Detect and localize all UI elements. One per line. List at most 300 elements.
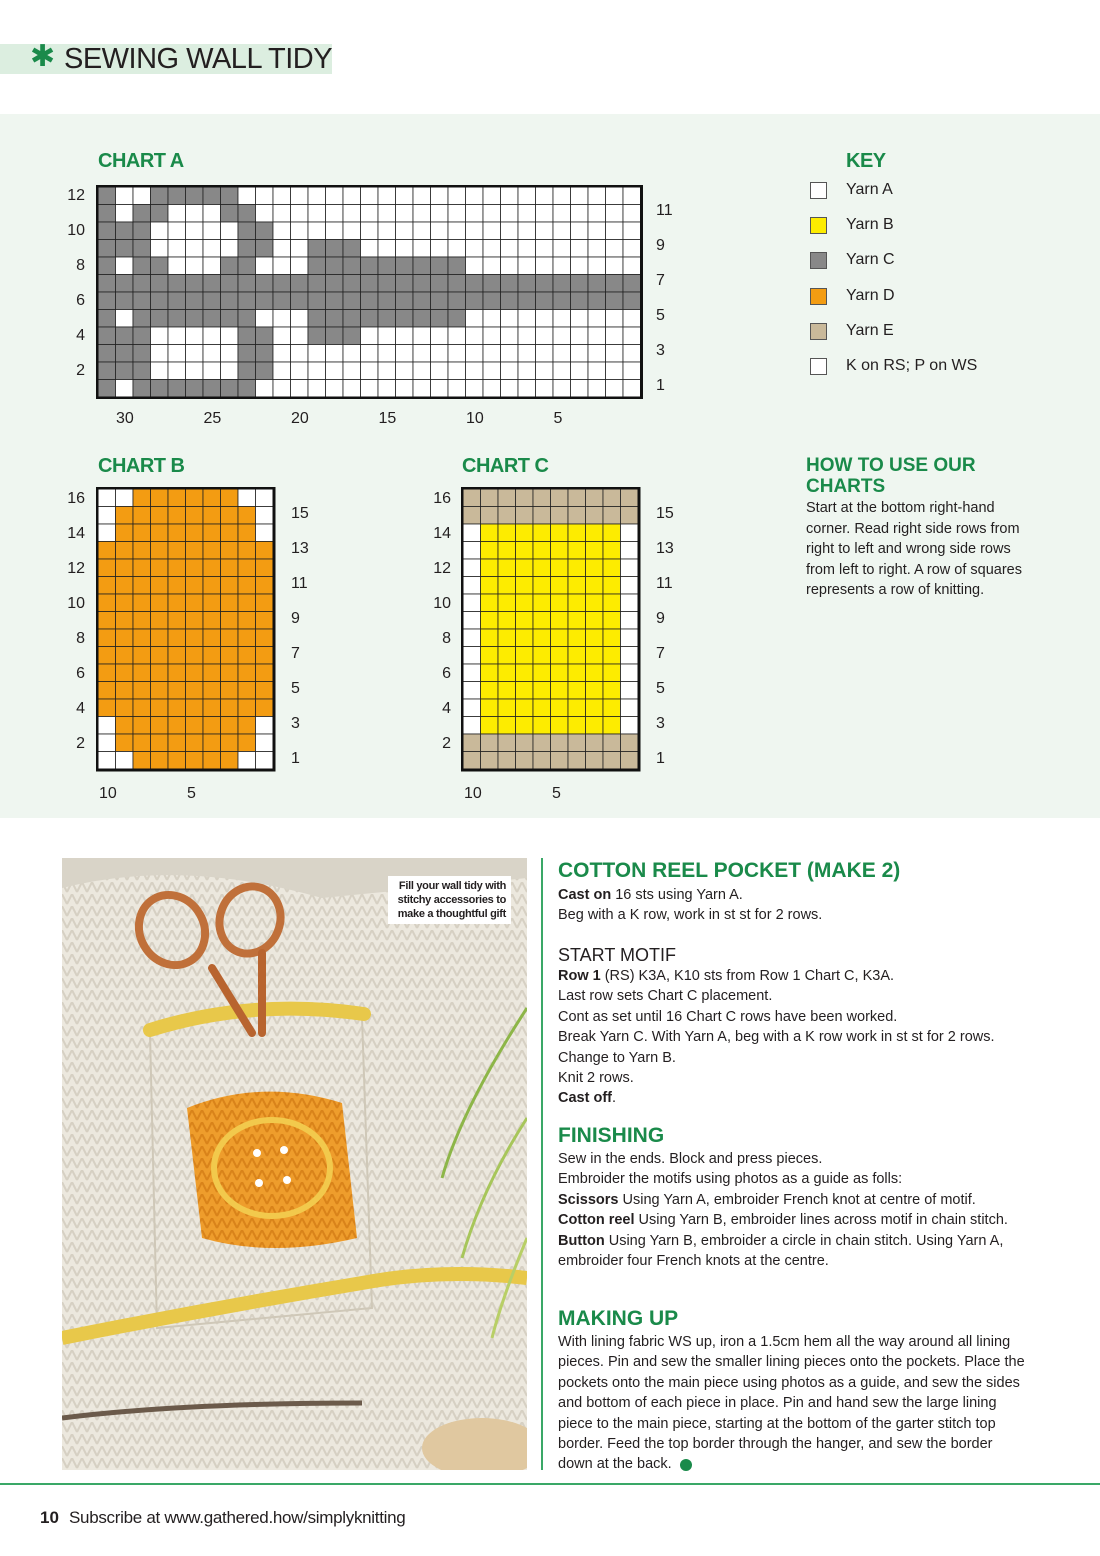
chart-cell bbox=[151, 524, 169, 542]
chart-cell bbox=[518, 205, 536, 223]
chart-cell bbox=[606, 275, 624, 293]
chart-cell bbox=[448, 240, 466, 258]
chart-cell bbox=[151, 594, 169, 612]
chart-cell bbox=[413, 310, 431, 328]
chart-cell bbox=[536, 205, 554, 223]
chart-cell bbox=[518, 222, 536, 240]
row1-label: Row 1 bbox=[558, 968, 601, 984]
chart-cell bbox=[151, 577, 169, 595]
chart-cell bbox=[256, 664, 274, 682]
chart-cell bbox=[326, 345, 344, 363]
axis-number: 7 bbox=[656, 645, 665, 662]
chart-cell bbox=[516, 664, 534, 682]
chart-cell bbox=[551, 664, 569, 682]
chart-cell bbox=[361, 362, 379, 380]
chart-cell bbox=[151, 717, 169, 735]
axis-number: 4 bbox=[76, 700, 85, 717]
chart-cell bbox=[343, 362, 361, 380]
chart-cell bbox=[448, 275, 466, 293]
chart-cell bbox=[621, 577, 639, 595]
making-up-text: With lining fabric WS up, iron a 1.5cm hem all the way around all lining pieces. Pin and sew the smaller lining pieces onto the pockets. Place the pockets onto the main piece using photos as a guide, and sew the sides and bottom of each piece in place. Pin and hand sew the large lining piece to the main piece, starting at the bottom of the garter stitch top border. Feed the top border through the hanger, and sew the border down at the back. bbox=[558, 1334, 1025, 1473]
axis-number: 15 bbox=[378, 410, 397, 427]
chart-cell bbox=[116, 362, 134, 380]
chart-cell bbox=[256, 524, 274, 542]
chart-cell bbox=[481, 577, 499, 595]
chart-cell bbox=[448, 345, 466, 363]
axis-number: 15 bbox=[656, 505, 674, 522]
chart-cell bbox=[516, 717, 534, 735]
chart-cell bbox=[133, 559, 151, 577]
subscribe-link[interactable]: Subscribe at www.gathered.how/simplyknitting bbox=[69, 1508, 406, 1527]
chart-cell bbox=[463, 699, 481, 717]
chart-cell bbox=[588, 362, 606, 380]
chart-cell bbox=[168, 240, 186, 258]
chart-cell bbox=[481, 489, 499, 507]
chart-cell bbox=[203, 612, 221, 630]
column-divider bbox=[541, 858, 543, 1470]
chart-cell bbox=[361, 205, 379, 223]
chart-cell bbox=[98, 682, 116, 700]
axis-number: 1 bbox=[291, 750, 300, 767]
chart-cell bbox=[151, 647, 169, 665]
chart-cell bbox=[238, 292, 256, 310]
chart-cell bbox=[483, 380, 501, 398]
chart-cell bbox=[533, 594, 551, 612]
cast-on-label: Cast on bbox=[558, 887, 612, 903]
chart-cell bbox=[291, 362, 309, 380]
chart-cell bbox=[326, 240, 344, 258]
chart-cell bbox=[203, 717, 221, 735]
chart-cell bbox=[588, 292, 606, 310]
chart-cell bbox=[518, 257, 536, 275]
chart-cell bbox=[186, 489, 204, 507]
chart-cell bbox=[498, 612, 516, 630]
chart-cell bbox=[568, 682, 586, 700]
chart-cell bbox=[551, 752, 569, 770]
chart-cell bbox=[116, 542, 134, 560]
chart-cell bbox=[533, 507, 551, 525]
axis-number: 5 bbox=[552, 785, 561, 802]
chart-cell bbox=[536, 222, 554, 240]
chart-cell bbox=[396, 222, 414, 240]
chart-cell bbox=[238, 752, 256, 770]
axis-number: 4 bbox=[76, 327, 85, 344]
chart-cell bbox=[603, 682, 621, 700]
chart-cell bbox=[151, 292, 169, 310]
start-motif-line3: Cont as set until 16 Chart C rows have been worked. bbox=[558, 1008, 898, 1025]
chart-cell bbox=[536, 292, 554, 310]
chart-cell bbox=[238, 577, 256, 595]
chart-cell bbox=[553, 257, 571, 275]
chart-cell bbox=[168, 292, 186, 310]
chart-cell bbox=[463, 629, 481, 647]
chart-cell bbox=[291, 292, 309, 310]
axis-number: 10 bbox=[67, 595, 85, 612]
chart-cell bbox=[273, 362, 291, 380]
clover-icon: ✱ bbox=[30, 40, 56, 73]
chart-cell bbox=[551, 682, 569, 700]
axis-number: 9 bbox=[656, 237, 665, 254]
axis-number: 11 bbox=[291, 575, 308, 592]
cast-on-text: 16 sts using Yarn A. bbox=[611, 887, 743, 903]
chart-cell bbox=[498, 507, 516, 525]
chart-cell bbox=[551, 699, 569, 717]
chart-cell bbox=[588, 187, 606, 205]
chart-cell bbox=[186, 612, 204, 630]
chart-cell bbox=[603, 507, 621, 525]
chart-cell bbox=[396, 257, 414, 275]
row1-text: (RS) K3A, K10 sts from Row 1 Chart C, K3A. bbox=[600, 968, 895, 984]
chart-cell bbox=[623, 310, 641, 328]
chart-cell bbox=[151, 345, 169, 363]
chart-cell bbox=[326, 362, 344, 380]
axis-number: 10 bbox=[99, 785, 117, 802]
chart-cell bbox=[361, 310, 379, 328]
axis-number: 14 bbox=[433, 525, 451, 542]
chart-cell bbox=[308, 310, 326, 328]
chart-cell bbox=[536, 327, 554, 345]
chart-cell bbox=[498, 664, 516, 682]
chart-cell bbox=[481, 524, 499, 542]
chart-cell bbox=[413, 222, 431, 240]
axis-number: 20 bbox=[291, 410, 309, 427]
chart-cell bbox=[606, 380, 624, 398]
chart-cell bbox=[361, 257, 379, 275]
reel-text: Using Yarn B, embroider lines across motif in chain stitch. bbox=[634, 1212, 1008, 1229]
chart-cell bbox=[256, 345, 274, 363]
chart-cell bbox=[186, 257, 204, 275]
chart-cell bbox=[606, 310, 624, 328]
cotton-reel-line2: Beg with a K row, work in st st for 2 rows. bbox=[558, 907, 823, 924]
chart-cell bbox=[516, 647, 534, 665]
key-label: K on RS; P on WS bbox=[846, 357, 978, 374]
chart-cell bbox=[463, 489, 481, 507]
chart-cell bbox=[551, 559, 569, 577]
chart-cell bbox=[151, 699, 169, 717]
chart-cell bbox=[431, 240, 449, 258]
chart-cell bbox=[466, 345, 484, 363]
axis-number: 14 bbox=[67, 525, 85, 542]
chart-cell bbox=[273, 205, 291, 223]
chart-cell bbox=[238, 489, 256, 507]
chart-cell bbox=[343, 240, 361, 258]
chart-cell bbox=[413, 187, 431, 205]
chart-cell bbox=[568, 734, 586, 752]
axis-number: 7 bbox=[291, 645, 300, 662]
chart-cell bbox=[518, 310, 536, 328]
chart-cell bbox=[98, 310, 116, 328]
chart-cell bbox=[621, 559, 639, 577]
chart-cell bbox=[116, 310, 134, 328]
chart-cell bbox=[151, 222, 169, 240]
chart-cell bbox=[603, 594, 621, 612]
chart-cell bbox=[448, 362, 466, 380]
chart-cell bbox=[553, 310, 571, 328]
chart-cell bbox=[378, 345, 396, 363]
chart-cell bbox=[606, 345, 624, 363]
chart-cell bbox=[238, 559, 256, 577]
chart-cell bbox=[516, 594, 534, 612]
chart-cell bbox=[238, 647, 256, 665]
chart-cell bbox=[588, 240, 606, 258]
chart-cell bbox=[221, 682, 239, 700]
chart-cell bbox=[378, 205, 396, 223]
chart-cell bbox=[133, 507, 151, 525]
chart-cell bbox=[98, 629, 116, 647]
chart-cell bbox=[516, 734, 534, 752]
chart-cell bbox=[501, 187, 519, 205]
start-motif-line2: Last row sets Chart C placement. bbox=[558, 988, 773, 1005]
chart-cell bbox=[116, 577, 134, 595]
chart-cell bbox=[291, 327, 309, 345]
chart-cell bbox=[221, 380, 239, 398]
chart-cell bbox=[586, 559, 604, 577]
key-swatch bbox=[810, 252, 827, 269]
chart-cell bbox=[133, 257, 151, 275]
chart-cell bbox=[238, 664, 256, 682]
chart-cell bbox=[551, 647, 569, 665]
chart-cell bbox=[151, 682, 169, 700]
chart-cell bbox=[238, 507, 256, 525]
chart-cell bbox=[466, 240, 484, 258]
axis-number: 3 bbox=[656, 342, 665, 359]
chart-cell bbox=[238, 327, 256, 345]
chart-cell bbox=[308, 275, 326, 293]
chart-cell bbox=[553, 380, 571, 398]
chart-cell bbox=[568, 559, 586, 577]
chart-cell bbox=[586, 507, 604, 525]
chart-cell bbox=[98, 292, 116, 310]
chart-cell bbox=[623, 205, 641, 223]
chart-cell bbox=[536, 240, 554, 258]
chart-cell bbox=[536, 345, 554, 363]
chart-cell bbox=[203, 682, 221, 700]
chart-cell bbox=[481, 717, 499, 735]
chart-cell bbox=[186, 682, 204, 700]
chart-cell bbox=[151, 310, 169, 328]
chart-cell bbox=[168, 717, 186, 735]
chart-cell bbox=[586, 489, 604, 507]
chart-cell bbox=[498, 734, 516, 752]
chart-cell bbox=[606, 240, 624, 258]
chart-cell bbox=[501, 362, 519, 380]
chart-cell bbox=[221, 594, 239, 612]
chart-cell bbox=[308, 345, 326, 363]
axis-number: 1 bbox=[656, 750, 665, 767]
chart-cell bbox=[308, 292, 326, 310]
chart-cell bbox=[168, 327, 186, 345]
chart-cell bbox=[568, 752, 586, 770]
chart-cell bbox=[498, 594, 516, 612]
chart-cell bbox=[238, 345, 256, 363]
chart-cell bbox=[431, 275, 449, 293]
chart-cell bbox=[481, 734, 499, 752]
chart-cell bbox=[221, 612, 239, 630]
chart-cell bbox=[553, 345, 571, 363]
chart-cell bbox=[536, 275, 554, 293]
chart-cell bbox=[308, 327, 326, 345]
chart-cell bbox=[516, 577, 534, 595]
chart-cell bbox=[516, 752, 534, 770]
chart-cell bbox=[291, 240, 309, 258]
chart-cell bbox=[571, 187, 589, 205]
chart-cell bbox=[518, 275, 536, 293]
axis-number: 8 bbox=[76, 630, 85, 647]
reel-label: Cotton reel bbox=[558, 1212, 635, 1229]
chart-cell bbox=[221, 275, 239, 293]
chart-cell bbox=[238, 205, 256, 223]
chart-cell bbox=[168, 752, 186, 770]
key-swatch bbox=[810, 323, 827, 340]
chart-cell bbox=[378, 380, 396, 398]
chart-cell bbox=[168, 205, 186, 223]
chart-cell bbox=[603, 612, 621, 630]
chart-cell bbox=[551, 629, 569, 647]
axis-number: 6 bbox=[76, 665, 85, 682]
chart-cell bbox=[361, 275, 379, 293]
chart-cell bbox=[168, 524, 186, 542]
chart-cell bbox=[133, 380, 151, 398]
finishing-line1: Sew in the ends. Block and press pieces. bbox=[558, 1151, 823, 1167]
chart-a-title: CHART A bbox=[98, 150, 184, 172]
chart-cell bbox=[116, 734, 134, 752]
chart-cell bbox=[221, 559, 239, 577]
chart-cell bbox=[551, 594, 569, 612]
chart-cell bbox=[571, 240, 589, 258]
chart-cell bbox=[238, 240, 256, 258]
key-swatch bbox=[810, 182, 827, 199]
chart-cell bbox=[203, 362, 221, 380]
chart-cell bbox=[481, 699, 499, 717]
chart-cell bbox=[378, 310, 396, 328]
chart-cell bbox=[116, 275, 134, 293]
axis-number: 11 bbox=[656, 575, 673, 592]
chart-cell bbox=[238, 594, 256, 612]
chart-cell bbox=[291, 205, 309, 223]
chart-cell bbox=[291, 310, 309, 328]
chart-cell bbox=[621, 647, 639, 665]
chart-cell bbox=[151, 664, 169, 682]
chart-cell bbox=[221, 292, 239, 310]
chart-cell bbox=[431, 292, 449, 310]
axis-number: 12 bbox=[67, 187, 85, 204]
chart-cell bbox=[168, 275, 186, 293]
chart-cell bbox=[133, 310, 151, 328]
chart-cell bbox=[603, 664, 621, 682]
photo-caption: Fill your wall tidy with stitchy accessories to make a thoughtful gift bbox=[388, 876, 511, 924]
chart-cell bbox=[168, 380, 186, 398]
chart-cell bbox=[536, 380, 554, 398]
axis-number: 2 bbox=[442, 735, 451, 752]
chart-cell bbox=[621, 594, 639, 612]
chart-cell bbox=[571, 257, 589, 275]
axis-number: 9 bbox=[656, 610, 665, 627]
chart-cell bbox=[98, 734, 116, 752]
chart-cell bbox=[448, 205, 466, 223]
chart-cell bbox=[498, 524, 516, 542]
chart-cell bbox=[326, 222, 344, 240]
chart-cell bbox=[621, 489, 639, 507]
chart-cell bbox=[586, 664, 604, 682]
axis-number: 10 bbox=[67, 222, 85, 239]
chart-cell bbox=[606, 257, 624, 275]
chart-cell bbox=[621, 699, 639, 717]
howto-title: HOW TO USE OUR CHARTS bbox=[806, 455, 976, 497]
chart-cell bbox=[133, 629, 151, 647]
chart-cell bbox=[621, 682, 639, 700]
chart-cell bbox=[588, 380, 606, 398]
chart-cell bbox=[256, 257, 274, 275]
axis-number: 16 bbox=[67, 490, 85, 507]
chart-cell bbox=[568, 664, 586, 682]
chart-cell bbox=[168, 345, 186, 363]
button-text: Using Yarn B, embroider a circle in chain stitch. Using Yarn A, embroider four French knots at the centre. bbox=[558, 1232, 1004, 1270]
axis-number: 8 bbox=[442, 630, 451, 647]
chart-cell bbox=[221, 507, 239, 525]
chart-cell bbox=[98, 542, 116, 560]
axis-number: 12 bbox=[67, 560, 85, 577]
chart-cell bbox=[516, 682, 534, 700]
chart-cell bbox=[133, 612, 151, 630]
chart-cell bbox=[431, 222, 449, 240]
chart-cell bbox=[621, 542, 639, 560]
chart-cell bbox=[186, 380, 204, 398]
chart-cell bbox=[256, 489, 274, 507]
chart-cell bbox=[536, 187, 554, 205]
chart-cell bbox=[518, 292, 536, 310]
chart-cell bbox=[98, 187, 116, 205]
chart-cell bbox=[603, 752, 621, 770]
chart-cell bbox=[516, 489, 534, 507]
chart-cell bbox=[98, 275, 116, 293]
footer-rule bbox=[0, 1483, 1100, 1485]
chart-cell bbox=[516, 629, 534, 647]
chart-cell bbox=[571, 222, 589, 240]
axis-number: 1 bbox=[656, 377, 665, 394]
axis-number: 5 bbox=[656, 307, 665, 324]
chart-cell bbox=[481, 559, 499, 577]
chart-cell bbox=[533, 612, 551, 630]
chart-cell bbox=[501, 205, 519, 223]
chart-cell bbox=[203, 205, 221, 223]
chart-cell bbox=[431, 257, 449, 275]
scissors-label: Scissors bbox=[558, 1191, 619, 1208]
chart-cell bbox=[498, 647, 516, 665]
axis-number: 9 bbox=[291, 610, 300, 627]
chart-cell bbox=[203, 752, 221, 770]
chart-cell bbox=[498, 577, 516, 595]
chart-cell bbox=[483, 205, 501, 223]
chart-cell bbox=[326, 205, 344, 223]
chart-cell bbox=[326, 327, 344, 345]
start-motif-line5: Change to Yarn B. bbox=[558, 1049, 676, 1066]
chart-cell bbox=[203, 542, 221, 560]
chart-cell bbox=[516, 612, 534, 630]
chart-cell bbox=[221, 629, 239, 647]
chart-cell bbox=[133, 292, 151, 310]
chart-cell bbox=[621, 752, 639, 770]
chart-cell bbox=[533, 699, 551, 717]
chart-cell bbox=[553, 292, 571, 310]
chart-cell bbox=[151, 257, 169, 275]
key-label: Yarn A bbox=[846, 181, 893, 198]
chart-cell bbox=[606, 222, 624, 240]
chart-cell bbox=[273, 380, 291, 398]
chart-cell bbox=[603, 524, 621, 542]
chart-cell bbox=[116, 647, 134, 665]
chart-cell bbox=[396, 380, 414, 398]
chart-cell bbox=[463, 682, 481, 700]
